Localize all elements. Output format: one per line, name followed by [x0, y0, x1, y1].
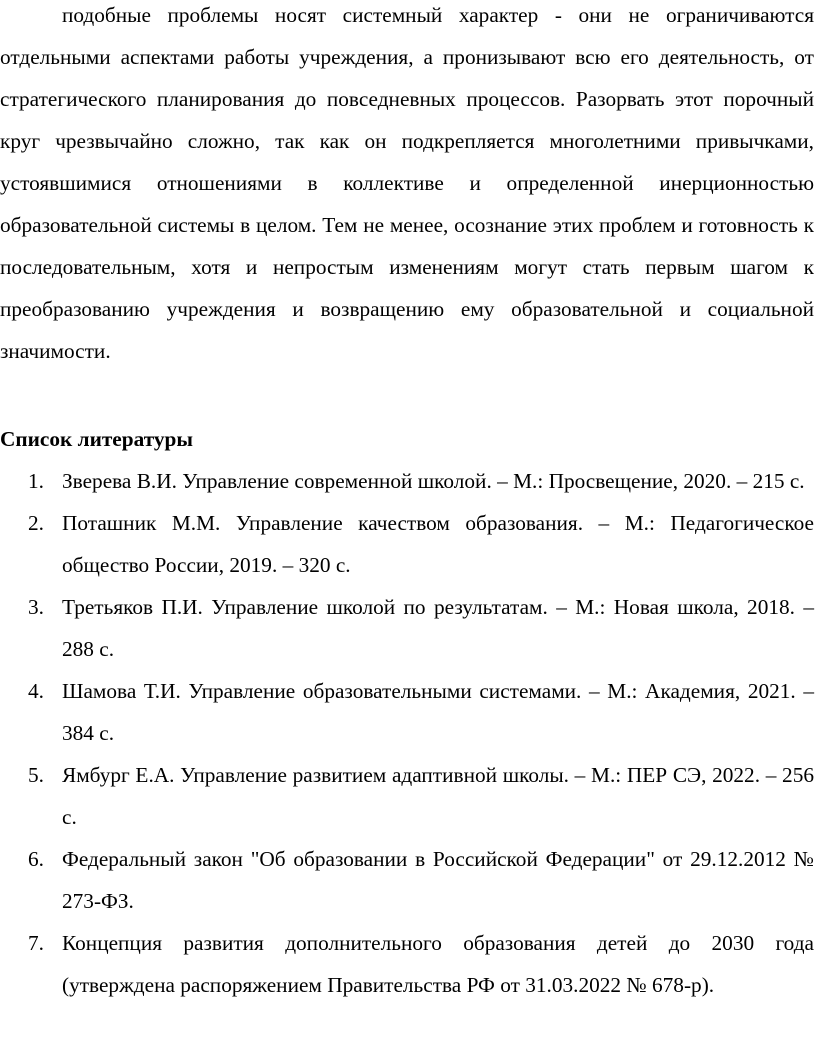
reference-number: 1. — [28, 469, 44, 493]
references-heading: Список литературы — [0, 427, 193, 451]
reference-text: Ямбург Е.А. Управление развитием адаптивной школы. – М.: ПЕР СЭ, 2022. – 256 с. — [62, 763, 814, 829]
reference-number: 7. — [28, 931, 44, 955]
reference-item — [0, 754, 814, 838]
reference-number: 6. — [28, 847, 44, 871]
reference-number: 2. — [28, 511, 44, 535]
reference-number: 4. — [28, 679, 44, 703]
reference-number: 5. — [28, 763, 44, 787]
reference-item — [0, 922, 814, 1006]
reference-number: 3. — [28, 595, 44, 619]
reference-item — [0, 670, 814, 754]
body-paragraph-text: подобные проблемы носят системный характер - они не ограничиваются отдельными аспектами работы учреждения, а пронизывают всю его деятельность, от стратегического планирования до повседневных процессов. Разорвать этот порочный круг чрезвычайно сложно, так как он подкрепляется многолетними привычками, устоявшимися отношениями в коллективе и определенной инерционностью образовательной системы в целом. Тем не менее, осознание этих проблем и готовность к последовательным, хотя и непростым изменениям могут стать первым шагом к преобразованию учреждения и возвращению ему образовательной и социальной значимости. — [0, 3, 814, 363]
reference-text: Федеральный закон "Об образовании в Российской Федерации" от 29.12.2012 № 273-ФЗ. — [62, 847, 814, 913]
reference-text: Поташник М.М. Управление качеством образования. – М.: Педагогическое общество России, 2019. – 320 с. — [62, 511, 814, 577]
reference-text: Концепция развития дополнительного образования детей до 2030 года (утверждена распоряжением Правительства РФ от 31.03.2022 № 678-р). — [62, 931, 814, 997]
references-list — [0, 460, 814, 1006]
reference-text: Зверева В.И. Управление современной школой. – М.: Просвещение, 2020. – 215 с. — [62, 469, 805, 493]
reference-item — [0, 502, 814, 586]
reference-text: Третьяков П.И. Управление школой по результатам. – М.: Новая школа, 2018. – 288 с. — [62, 595, 814, 661]
reference-item — [0, 838, 814, 922]
reference-text: Шамова Т.И. Управление образовательными системами. – М.: Академия, 2021. – 384 с. — [62, 679, 814, 745]
reference-item — [0, 460, 814, 502]
body-paragraph — [0, 0, 814, 372]
reference-item — [0, 586, 814, 670]
